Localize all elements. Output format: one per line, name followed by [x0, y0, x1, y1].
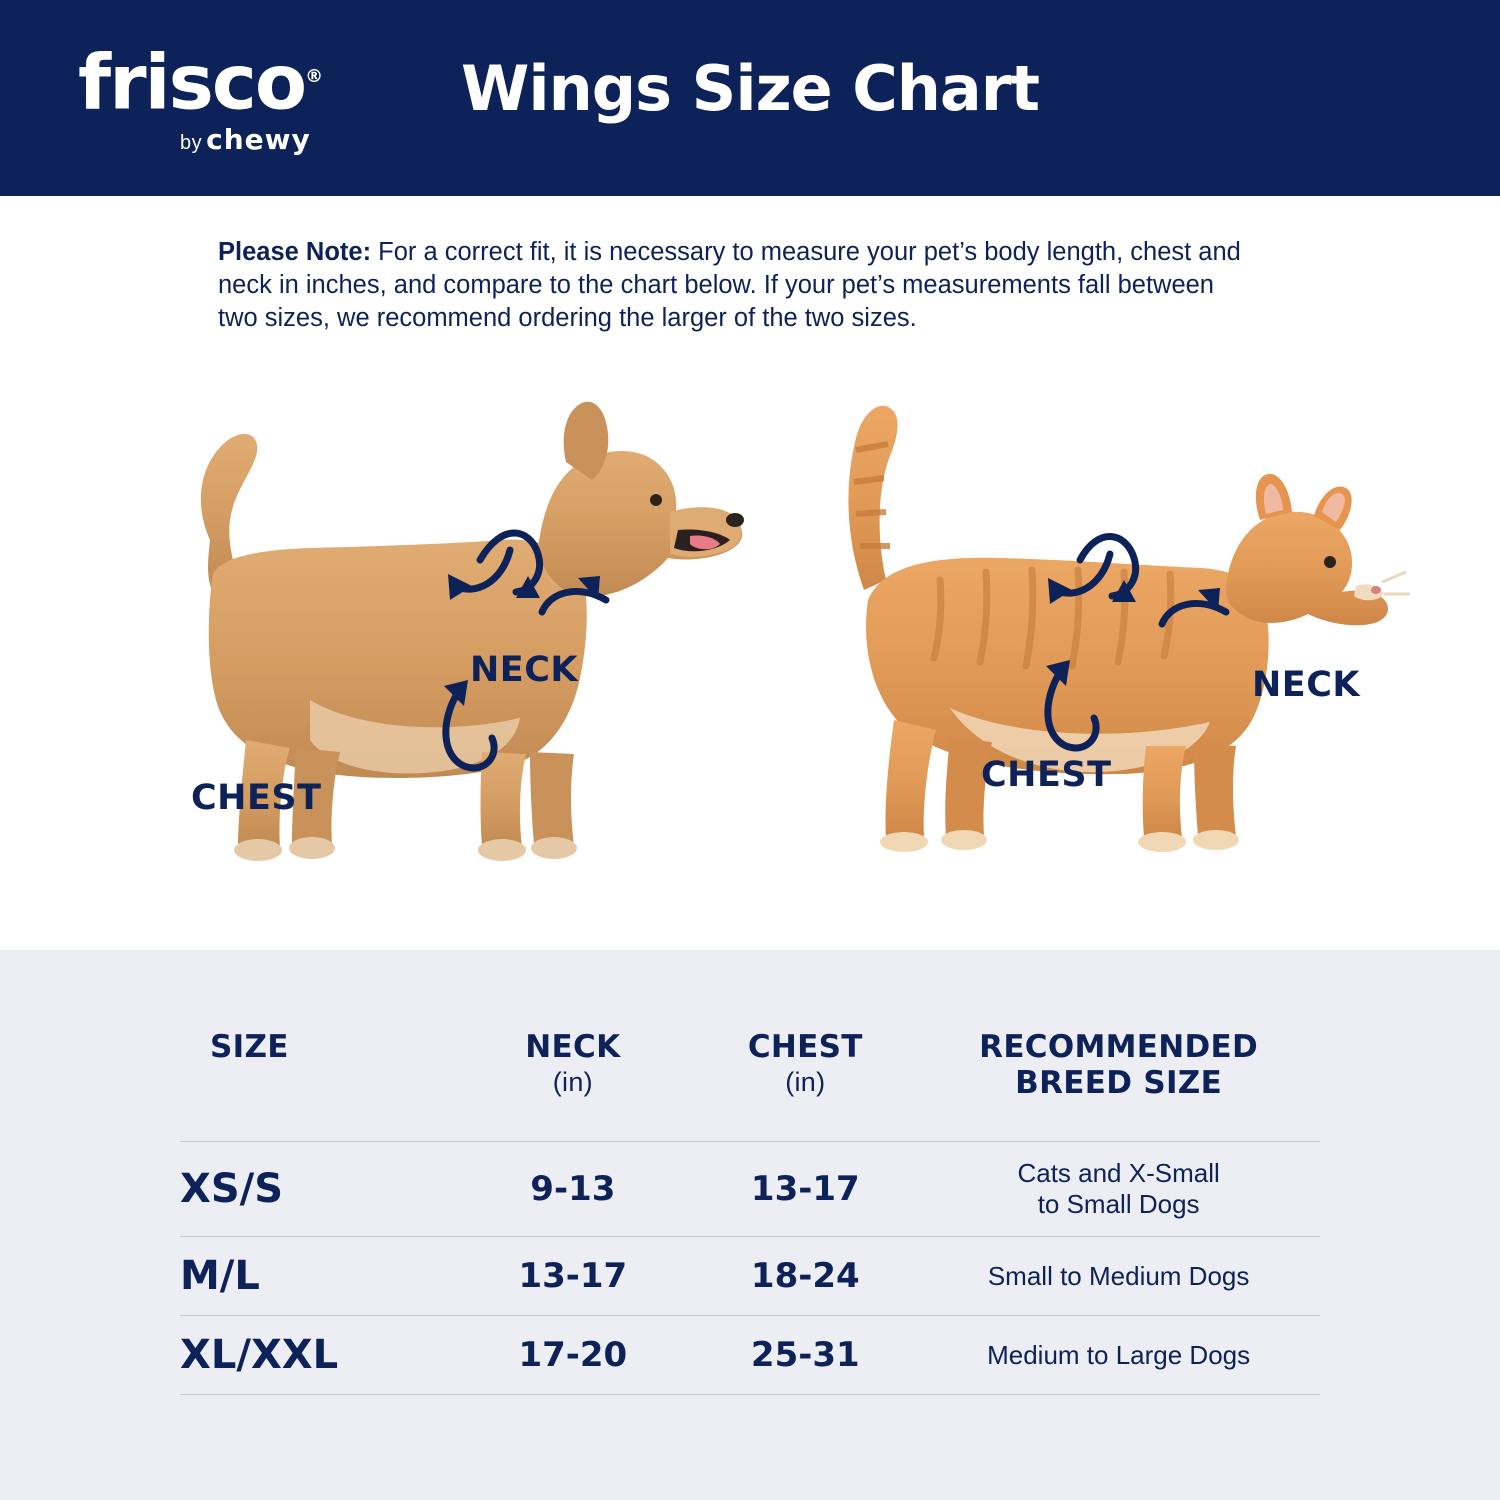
row-breed-line1: Small to Medium Dogs	[987, 1260, 1250, 1291]
please-note-label: Please Note:	[218, 238, 372, 266]
brand-name: frisco®	[78, 37, 322, 127]
size-table-section	[0, 950, 1500, 1500]
please-note-body: For a correct fit, it is necessary to measure your pet’s body length, chest and neck in inches, and compare to the chart below. If your pet’s measurements fall between two sizes, we recommend ordering the larger of the two sizes.	[218, 238, 1241, 332]
header-size: SIZE	[210, 1029, 289, 1065]
size-chart-table	[180, 1028, 1320, 1395]
row-neck: 13-17	[452, 1237, 693, 1316]
dog-neck-label: NECK	[470, 650, 579, 690]
table-row	[180, 1142, 1320, 1237]
cat-chest-label: CHEST	[981, 755, 1112, 795]
header-breed-line1: RECOMMENDED	[979, 1029, 1259, 1065]
table-row	[180, 1316, 1320, 1395]
row-size: XS/S	[180, 1142, 452, 1237]
header-neck	[452, 1028, 693, 1142]
row-breed-line2: to Small Dogs	[1037, 1189, 1200, 1219]
header-chest-label: CHEST	[747, 1029, 863, 1065]
header-neck-label: NECK	[525, 1029, 621, 1065]
header-breed-line2: BREED SIZE	[1015, 1065, 1223, 1101]
row-neck: 9-13	[452, 1142, 693, 1237]
cat-neck-label: NECK	[1252, 665, 1361, 705]
row-size: XL/XXL	[180, 1316, 452, 1395]
please-note-text	[218, 236, 1248, 335]
header-breed	[917, 1028, 1320, 1142]
registered-trademark-icon: ®	[305, 66, 322, 87]
page-title: Wings Size Chart	[461, 52, 1039, 125]
row-chest: 25-31	[693, 1316, 917, 1395]
page-header	[0, 0, 1500, 196]
header-neck-unit: (in)	[552, 1067, 593, 1097]
row-chest: 13-17	[693, 1142, 917, 1237]
row-breed-line1: Cats and X-Small	[1017, 1158, 1220, 1188]
table-row	[180, 1237, 1320, 1316]
row-neck: 17-20	[452, 1316, 693, 1395]
dog-chest-arrow-icon	[408, 670, 588, 830]
brand-byline: by chewy	[180, 123, 311, 157]
row-breed	[917, 1142, 1320, 1237]
chewy-wordmark: chewy	[206, 123, 311, 157]
row-breed-line1: Medium to Large Dogs	[987, 1339, 1251, 1370]
dog-chest-label: CHEST	[191, 778, 322, 818]
row-size: M/L	[180, 1237, 452, 1316]
table-header-row	[180, 1028, 1320, 1142]
pet-illustrations	[0, 380, 1500, 950]
row-chest: 18-24	[693, 1237, 917, 1316]
row-breed	[917, 1316, 1320, 1395]
header-chest	[693, 1028, 917, 1142]
row-breed	[917, 1237, 1320, 1316]
header-chest-unit: (in)	[785, 1067, 826, 1097]
